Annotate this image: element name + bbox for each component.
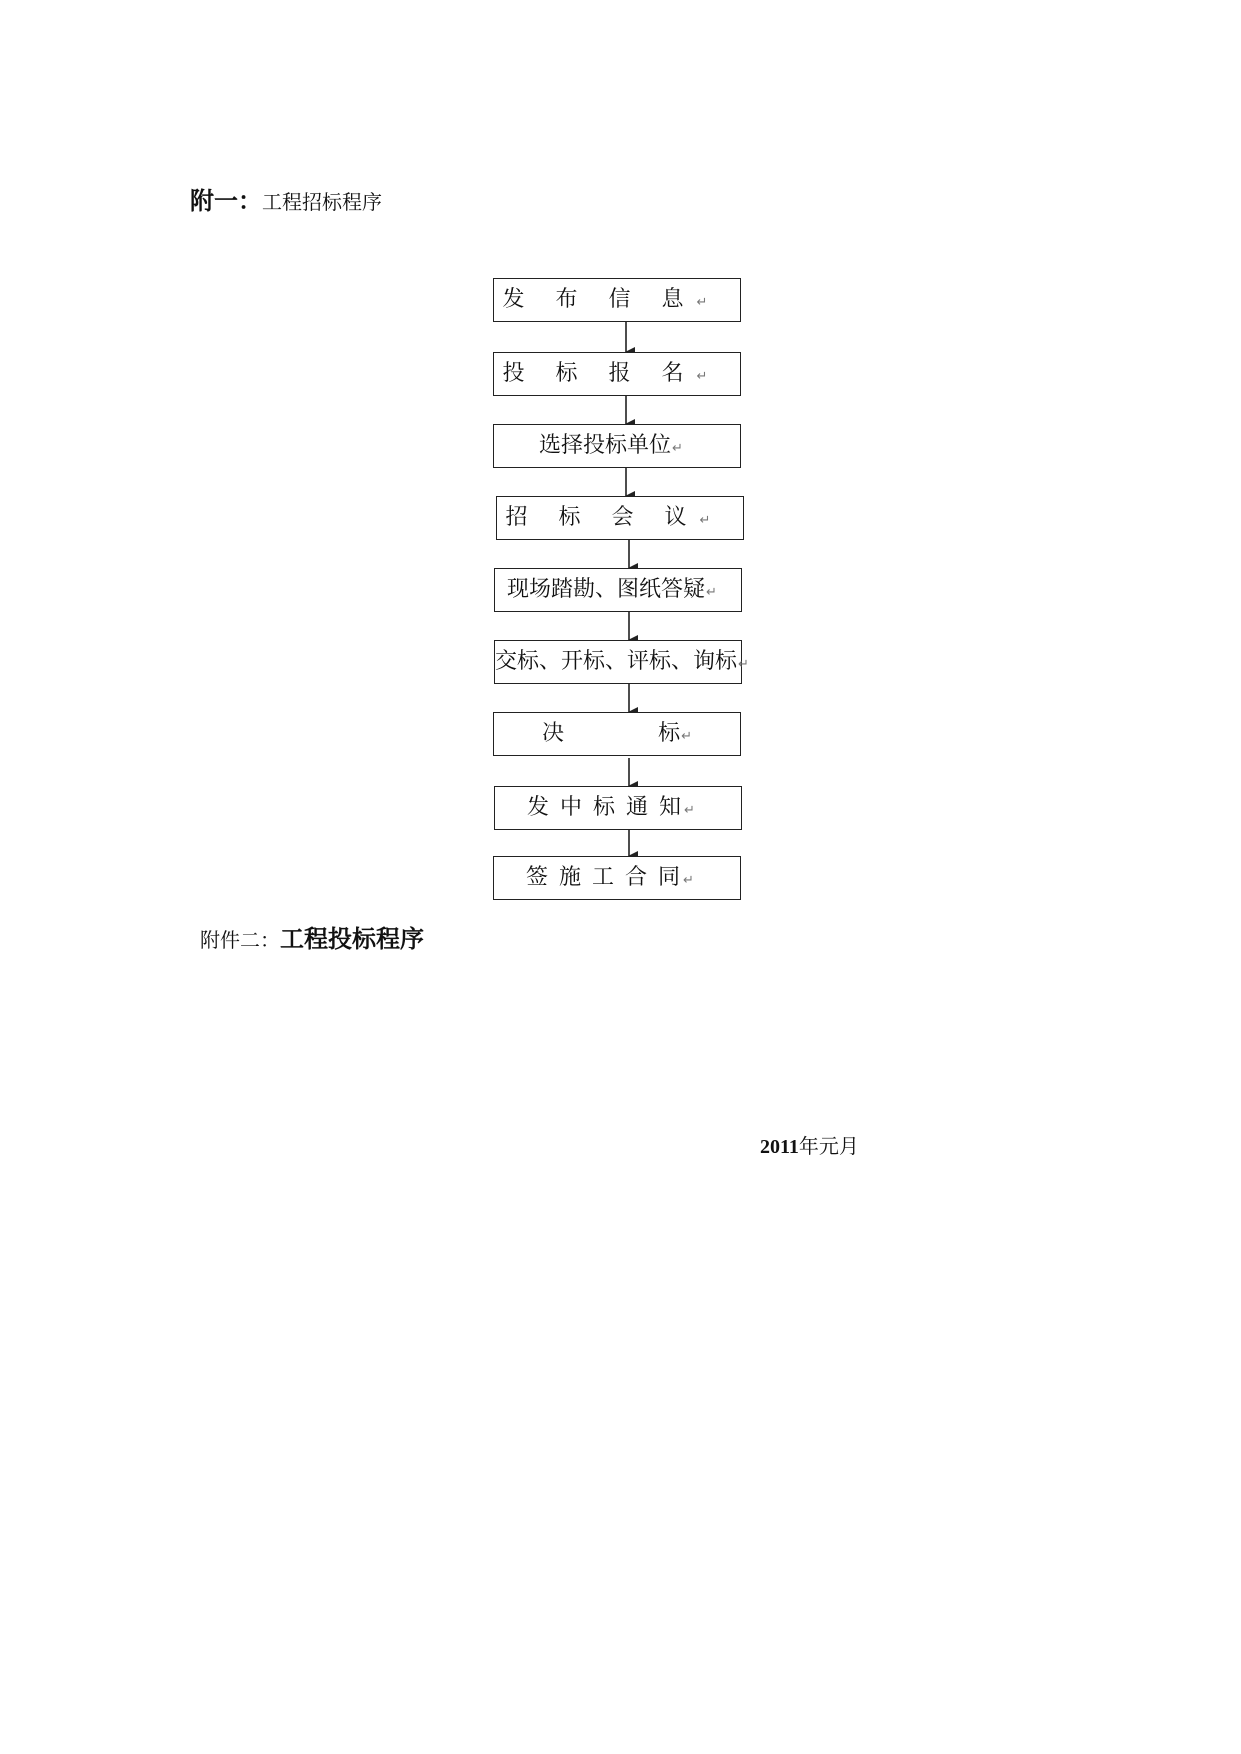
return-mark-icon: ↵ [699,513,723,528]
return-mark-icon: ↵ [681,729,692,744]
flow-step-select-bidders [493,424,741,468]
return-mark-icon: ↵ [684,803,697,818]
flow-step-label: 发 中 标 通 知 [527,795,684,820]
date-year: 2011 [760,1136,799,1158]
return-mark-icon: ↵ [738,657,749,672]
flow-step-label: 投 标 报 名 [502,361,696,386]
flow-step-site-visit [494,568,742,612]
return-mark-icon: ↵ [696,295,720,310]
flow-step-label: 招 标 会 议 [505,505,699,530]
return-mark-icon: ↵ [696,369,720,384]
section-2-title: 工程投标程序 [280,925,424,953]
flow-step-bid-meeting [496,496,744,540]
flow-step-publish-info [493,278,741,322]
section-2-heading [200,922,424,959]
section-1-prefix: 附一： [190,187,262,215]
return-mark-icon: ↵ [672,441,683,456]
flow-step-label: 签 施 工 合 同 [526,865,683,890]
flow-step-label-right: 标 [658,721,681,746]
flow-step-decision [493,712,741,756]
return-mark-icon: ↵ [683,873,696,888]
section-2-prefix: 附件二： [200,928,280,952]
flow-step-label-left: 决 [542,721,565,746]
flow-step-label: 现场踏勘、图纸答疑 [507,577,706,602]
flow-step-bid-opening [494,640,749,684]
date-suffix: 年元月 [798,1134,859,1158]
flow-step-label: 选择投标单位 [539,433,672,458]
document-date [760,1132,859,1161]
flow-step-label: 发 布 信 息 [502,287,696,312]
flow-step-sign-contract [493,856,741,900]
flow-step-label: 交标、开标、评标、询标 [495,649,738,674]
flow-step-registration [493,352,741,396]
flow-step-award-notice [494,786,742,830]
return-mark-icon: ↵ [706,585,717,600]
section-1-title: 工程招标程序 [262,190,382,214]
